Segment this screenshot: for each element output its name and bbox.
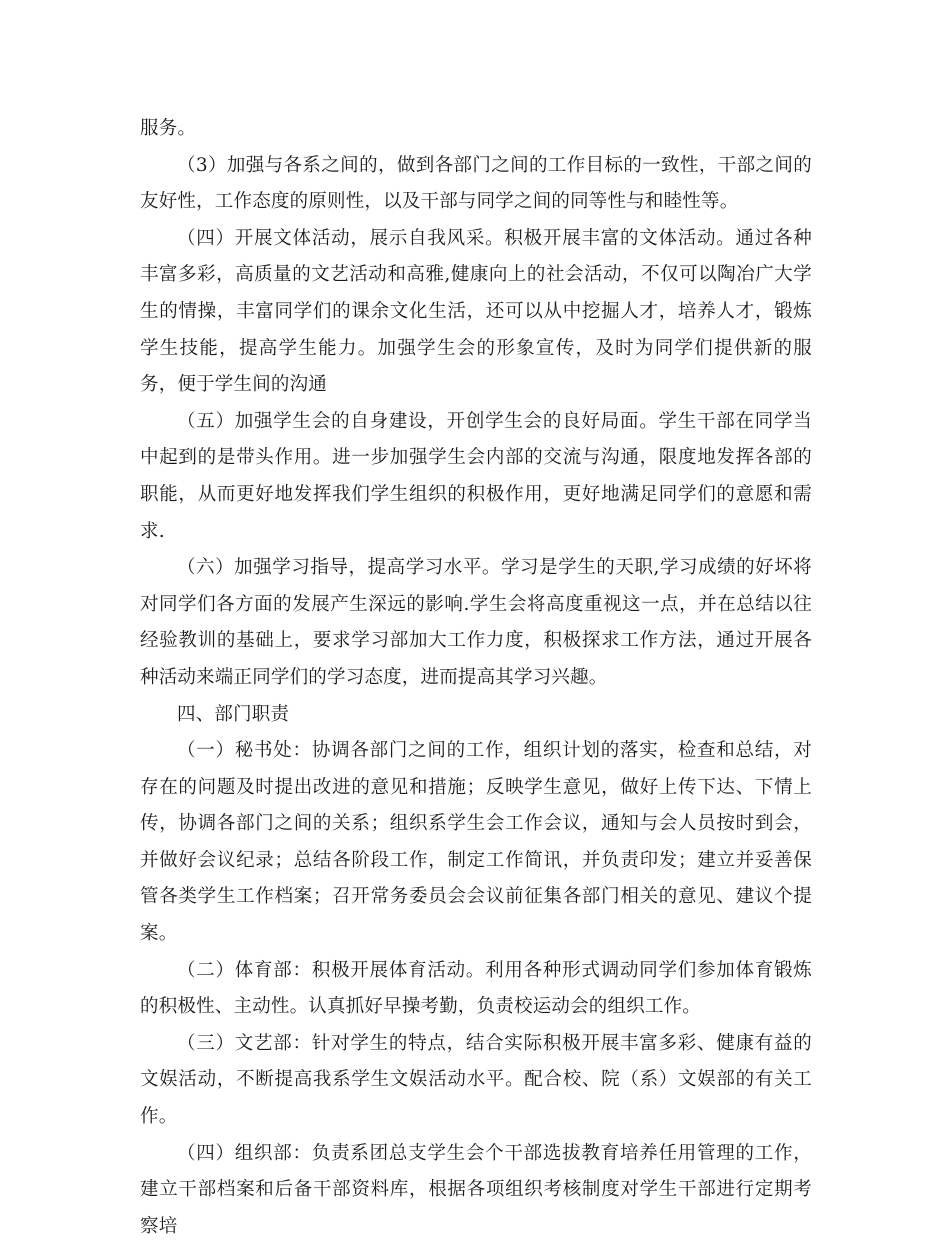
paragraph-arts-department: （三）文艺部：针对学生的特点，结合实际积极开展丰富多彩、健康有益的文娱活动，不断提高我系学生文娱活动水平。配合校、院（系）文娱部的有关工作。 <box>140 1032 812 1128</box>
document-body <box>140 111 812 1245</box>
paragraph-secretariat: （一）秘书处：协调各部门之间的工作，组织计划的落实，检查和总结，对存在的问题及时提出改进的意见和措施；反映学生意见，做好上传下达、下情上传，协调各部门之间的关系；组织系学生会工作会议，通知与会人员按时到会，并做好会议纪录；总结各阶段工作，制定工作简讯，并负责印发；建立并妥善保管各类学生工作档案；召开常务委员会会议前征集各部门相关的意见、建议个提案。 <box>140 740 812 945</box>
paragraph-sports-department: （二）体育部：积极开展体育活动。利用各种形式调动同学们参加体育锻炼的积极性、主动性。认真抓好早操考勤，负责校运动会的组织工作。 <box>140 959 812 1018</box>
paragraph-item-3: （3）加强与各系之间的，做到各部门之间的工作目标的一致性，干部之间的友好性，工作态度的原则性，以及干部与同学之间的同等性与和睦性等。 <box>140 154 812 213</box>
paragraph-section-5-self-building: （五）加强学生会的自身建设，开创学生会的良好局面。学生干部在同学当中起到的是带头作用。进一步加强学生会内部的交流与沟通，限度地发挥各部的职能，从而更好地发挥我们学生组织的积极作用，更好地满足同学们的意愿和需求. <box>140 410 812 542</box>
paragraph-section-4-culture-sports: （四）开展文体活动，展示自我风采。积极开展丰富的文体活动。通过各种丰富多彩，高质量的文艺活动和高雅,健康向上的社会活动，不仅可以陶冶广大学生的情操，丰富同学们的课余文化生活，还可以从中挖掘人才，培养人才，锻炼学生技能，提高学生能力。加强学生会的形象宣传，及时为同学们提供新的服务，便于学生间的沟通 <box>140 227 812 396</box>
paragraph-continuation: 服务。 <box>140 118 197 139</box>
paragraph-section-6-study: （六）加强学习指导，提高学习水平。学习是学生的天职,学习成绩的好坏将对同学们各方面的发展产生深远的影响.学生会将高度重视这一点，并在总结以往经验教训的基础上，要求学习部加大工作力度，积极探求工作方法，通过开展各种活动来端正同学们的学习态度，进而提高其学习兴趣。 <box>140 557 812 688</box>
section-heading-department-duties: 四、部门职责 <box>177 703 290 725</box>
paragraph-organization-department: （四）组织部：负责系团总支学生会个干部选拔教育培养任用管理的工作，建立干部档案和后备干部资料库，根据各项组织考核制度对学生干部进行定期考察培 <box>140 1142 812 1237</box>
